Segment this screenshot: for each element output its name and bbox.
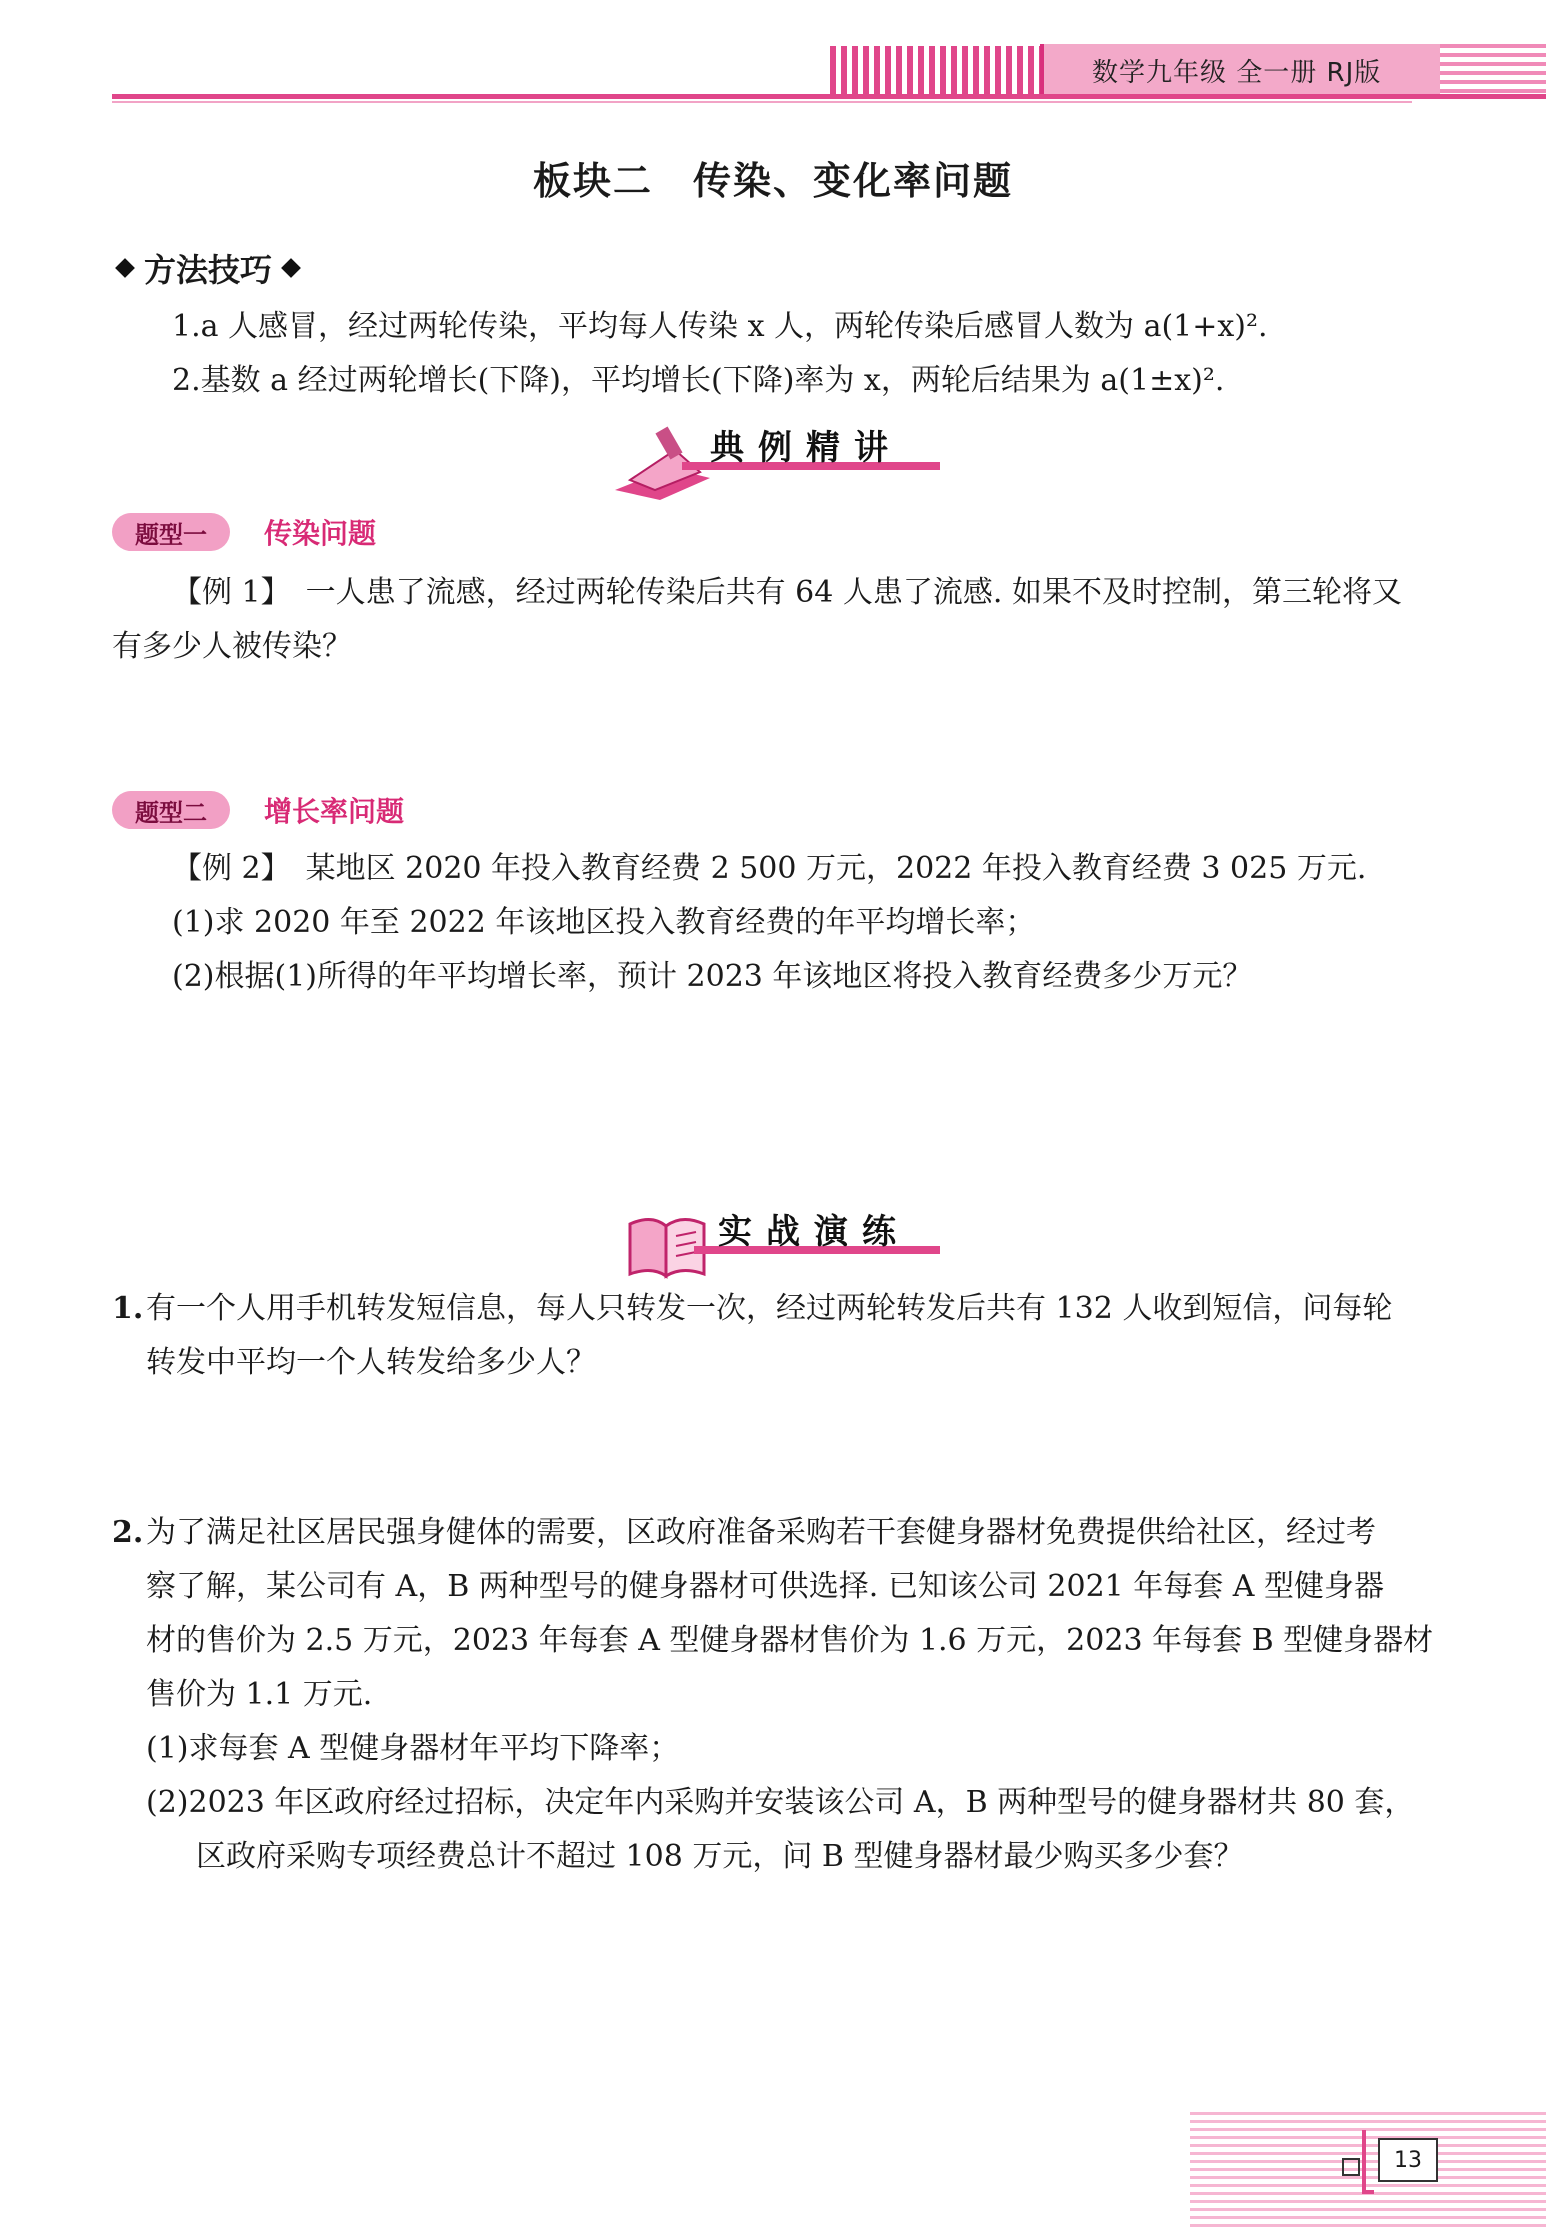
example1-line2: 有多少人被传染？ xyxy=(112,629,352,664)
header-tail xyxy=(1440,44,1546,96)
book-icon xyxy=(622,1204,712,1284)
example1-line1: 【例 1】 一人患了流感，经过两轮传染后共有 64 人患了流感. 如果不及时控制，第三轮将又 xyxy=(172,575,1402,610)
diamond-icon xyxy=(281,258,301,278)
problem2-q2-line1: (2)2023 年区政府经过招标，决定年内采购并安装该公司 A，B 两种型号的健身器材共 80 套， xyxy=(146,1785,1415,1820)
problem1-line2: 转发中平均一个人转发给多少人？ xyxy=(146,1345,596,1380)
example2-line1: 【例 2】 某地区 2020 年投入教育经费 2 500 万元，2022 年投入教育经费 3 025 万元. xyxy=(172,851,1367,886)
method-item-2: 2.基数 a 经过两轮增长(下降)，平均增长(下降)率为 x，两轮后结果为 a(1±x)². xyxy=(172,363,1225,398)
banner-practice-label: 实战演练 xyxy=(718,1212,910,1252)
type1-name: 传染问题 xyxy=(264,517,377,550)
method-heading xyxy=(112,245,304,291)
banner-examples xyxy=(610,420,940,500)
problem1-line1: 有一个人用手机转发短信息，每人只转发一次，经过两轮转发后共有 132 人收到短信，问每轮 xyxy=(146,1291,1393,1326)
problem2-line2: 察了解，某公司有 A，B 两种型号的健身器材可供选择. 已知该公司 2021 年每套 A 型健身器 xyxy=(146,1569,1385,1604)
book-title: 数学九年级 全一册 RJ版 xyxy=(1040,44,1440,96)
type1-tag: 题型一 xyxy=(112,513,230,551)
banner-examples-label: 典例精讲 xyxy=(710,428,902,468)
problem2-line1: 为了满足社区居民强身健体的需要，区政府准备采购若干套健身器材免费提供给社区，经过考 xyxy=(146,1515,1376,1550)
banner-practice xyxy=(622,1204,942,1284)
example2-q2: (2)根据(1)所得的年平均增长率，预计 2023 年该地区将投入教育经费多少万元？ xyxy=(172,959,1253,994)
problem2-q2-line2: 区政府采购专项经费总计不超过 108 万元，问 B 型健身器材最少购买多少套？ xyxy=(196,1839,1244,1874)
type2-heading xyxy=(112,790,404,830)
type1-heading xyxy=(112,512,376,552)
problem1-number: 1. xyxy=(112,1291,144,1326)
method-item-1: 1.a 人感冒，经过两轮传染，平均每人传染 x 人，两轮传染后感冒人数为 a(1+x)². xyxy=(172,309,1268,344)
problem2-q1: (1)求每套 A 型健身器材年平均下降率； xyxy=(146,1731,680,1766)
example2-q1: (1)求 2020 年至 2022 年该地区投入教育经费的年平均增长率； xyxy=(172,905,1036,940)
footer-corner xyxy=(1362,2130,1374,2194)
method-title: 方法技巧 xyxy=(144,251,273,289)
header-rule xyxy=(112,94,1546,99)
diamond-icon xyxy=(115,258,135,278)
section-title: 板块二 传染、变化率问题 xyxy=(532,158,1013,203)
type2-name: 增长率问题 xyxy=(264,795,405,828)
header-rule-thin xyxy=(112,101,1412,103)
footer-square-icon xyxy=(1342,2158,1360,2176)
problem2-line3: 材的售价为 2.5 万元，2023 年每套 A 型健身器材售价为 1.6 万元，2023 年每套 B 型健身器材 xyxy=(146,1623,1434,1658)
problem2-line4: 售价为 1.1 万元. xyxy=(146,1677,373,1712)
iron-icon xyxy=(610,420,720,500)
problem2-number: 2. xyxy=(112,1515,144,1550)
type2-tag: 题型二 xyxy=(112,791,230,829)
header-stripes xyxy=(830,46,1040,96)
page-number: 13 xyxy=(1378,2138,1438,2182)
